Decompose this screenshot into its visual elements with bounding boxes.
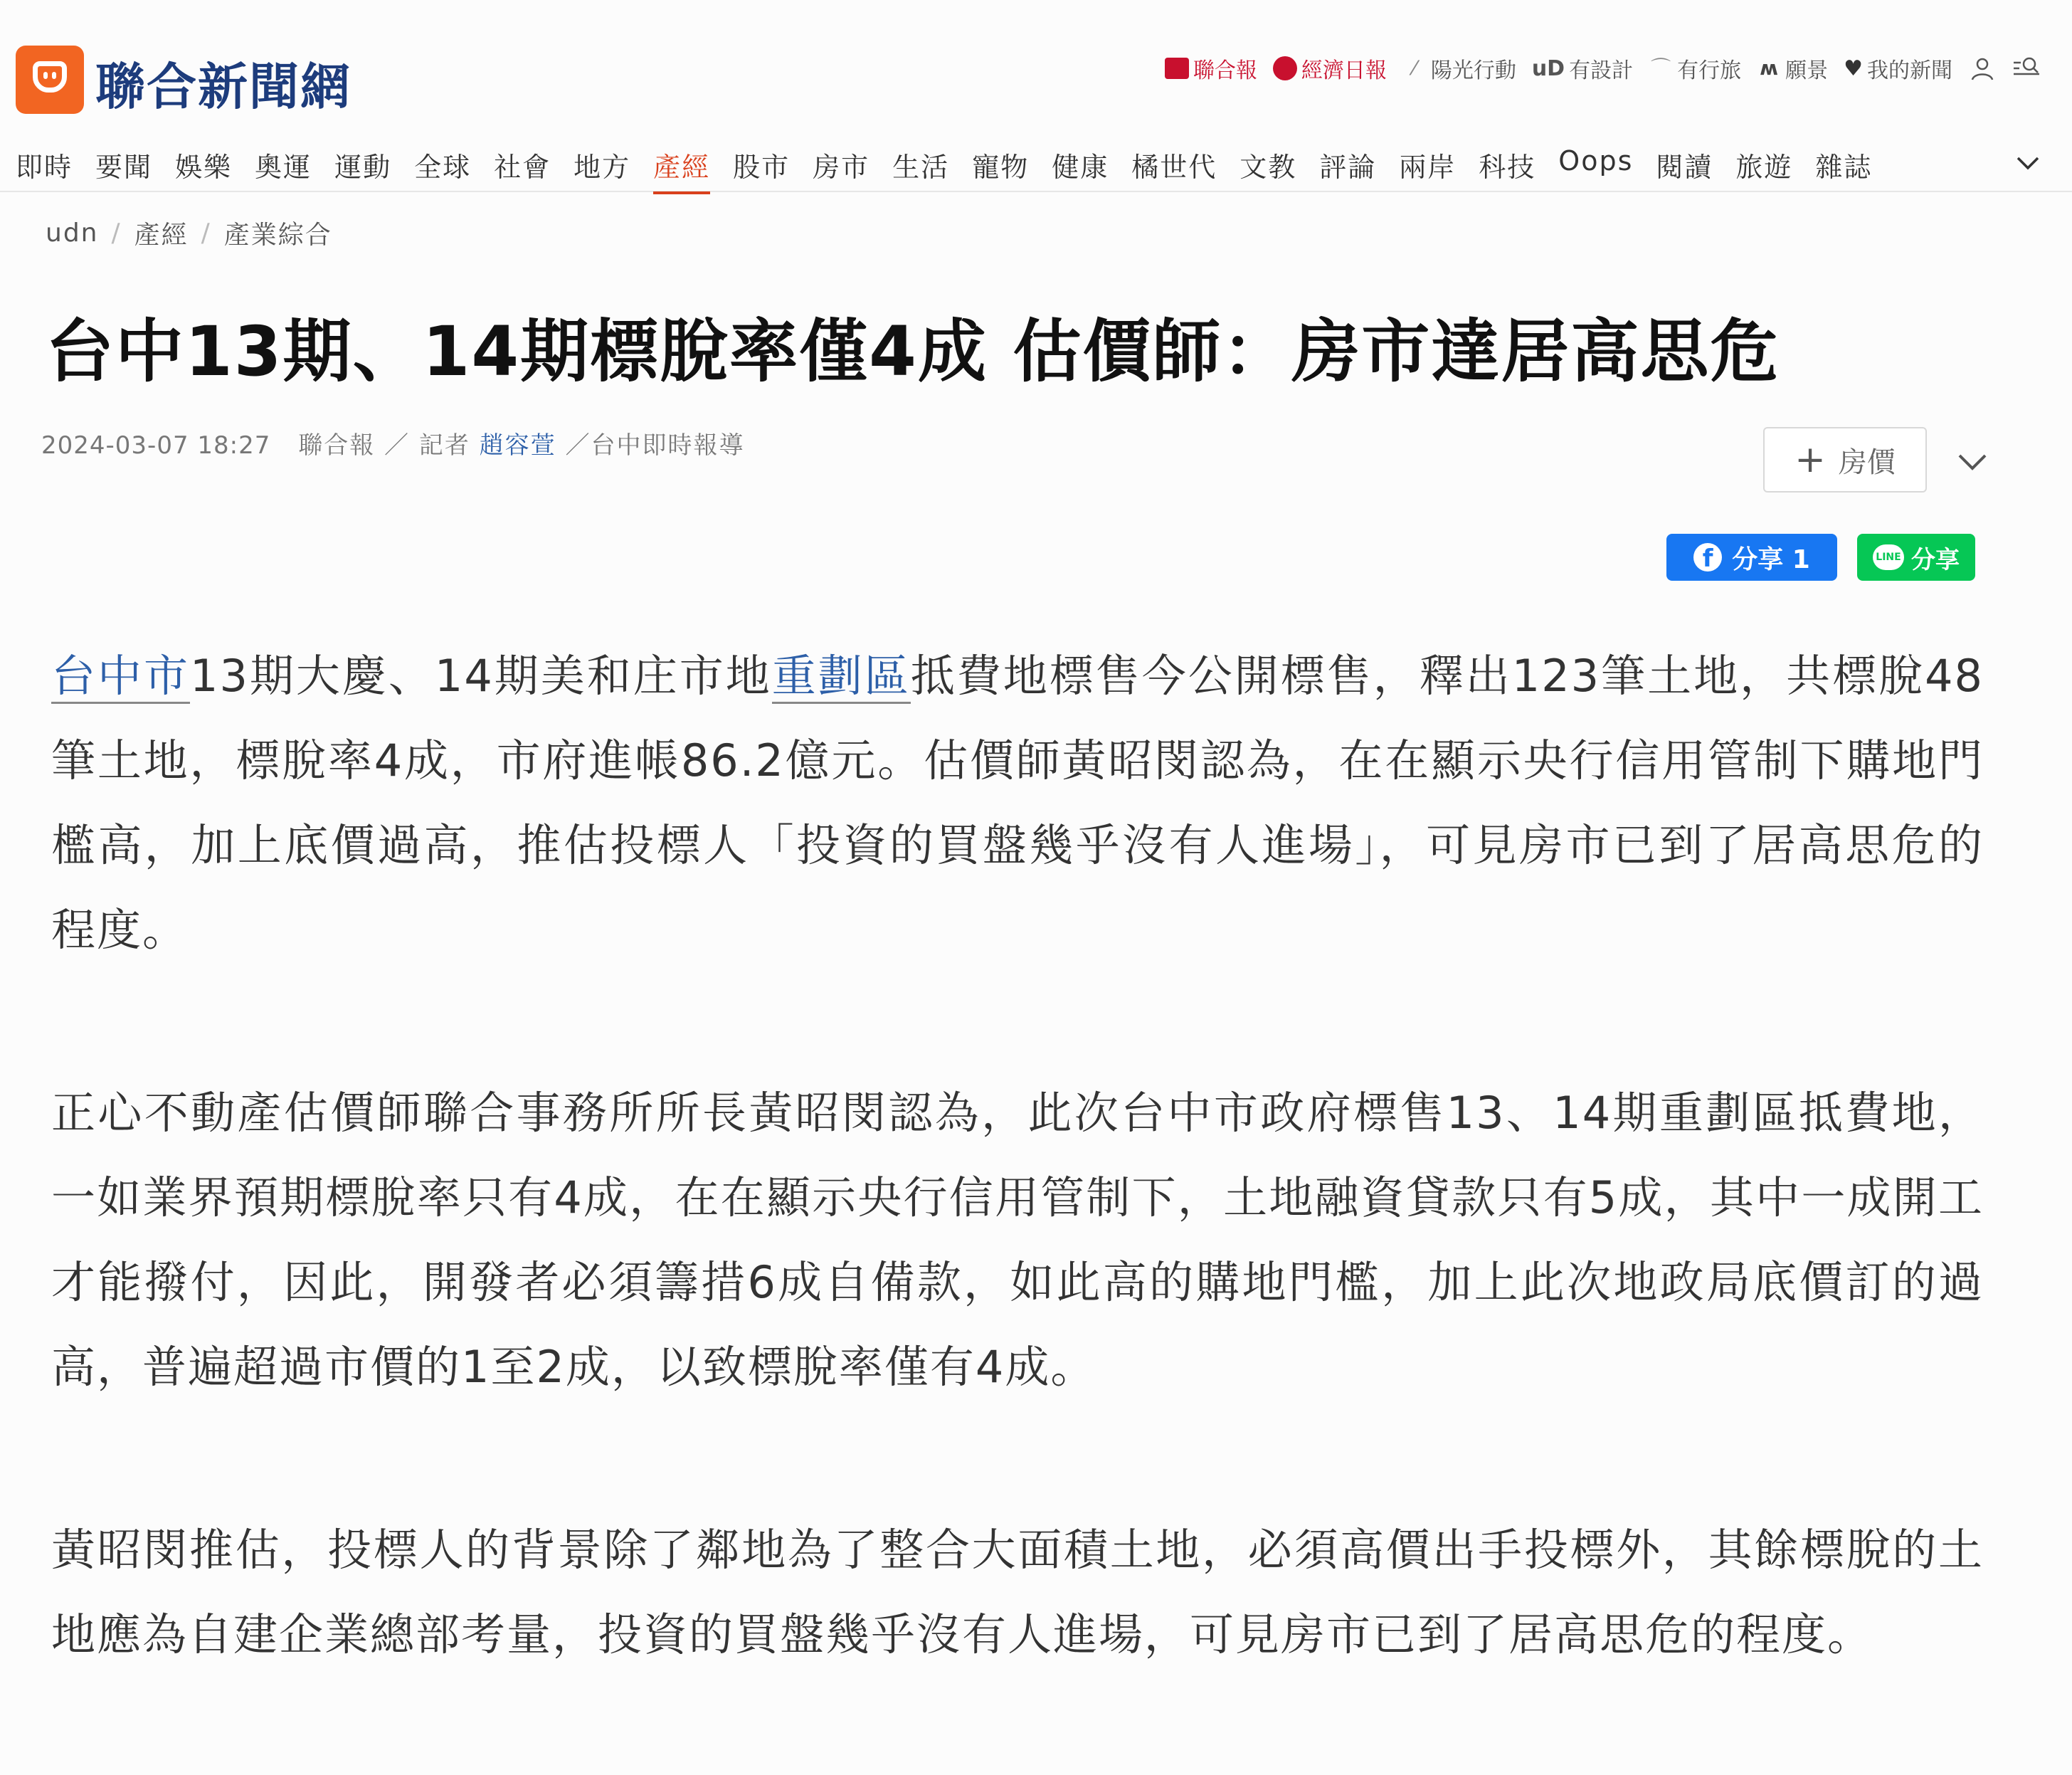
udn-daily-icon (1165, 58, 1189, 79)
top-link-economic-daily[interactable]: 經濟日報 (1273, 53, 1387, 84)
site-header (0, 0, 2072, 192)
nav-item-oops[interactable]: Oops (1558, 145, 1634, 177)
article-title: 台中13期、14期標脫率僅4成 估價師：房市達居高思危 (46, 312, 1780, 391)
economic-daily-icon (1273, 56, 1297, 80)
follow-tag-button[interactable] (1763, 427, 1927, 493)
facebook-share-button[interactable] (1666, 534, 1837, 581)
user-icon[interactable] (1968, 54, 1997, 83)
nav-item-sports[interactable]: 運動 (334, 152, 392, 183)
redevelopment-zone-link[interactable]: 重劃區 (772, 650, 911, 704)
article-paragraph: 正心不動產估價師聯合事務所所長黃昭閔認為，此次台中市政府標售13、14期重劃區抵費地，一如業界預期標脫率只有4成，在在顯示央行信用管制下，土地融資貸款只有5成，其中一成開工才能撥付，因此，開發者必須籌措6成自備款，如此高的購地門檻，加上此次地政局底價訂的過高，普遍超過市價的1至2成，以致標脫率僅有4成。 (51, 1087, 1984, 1393)
nav-item-orange-generation[interactable]: 橘世代 (1131, 152, 1217, 183)
nav-item-pets[interactable]: 寵物 (972, 152, 1030, 183)
travel-icon: ⌒ (1651, 56, 1671, 80)
breadcrumb-industry[interactable]: 產業綜合 (223, 221, 332, 250)
article-body (51, 633, 1984, 1775)
nav-item-opinion[interactable]: 評論 (1319, 152, 1377, 183)
article-location: ／台中即時報導 (565, 431, 745, 460)
tag-label: 房價 (1838, 446, 1896, 479)
line-share-label: 分享 (1911, 545, 1960, 574)
taichung-link[interactable]: 台中市 (51, 650, 190, 704)
nav-item-magazine[interactable]: 雜誌 (1815, 152, 1873, 183)
nav-item-stocks[interactable]: 股市 (733, 152, 791, 183)
tags-chevron-down-icon[interactable] (1955, 451, 1989, 474)
article-date: 2024-03-07 18:27 (41, 431, 271, 460)
heart-icon: ♥ (1844, 56, 1863, 81)
nav-item-life[interactable]: 生活 (892, 152, 950, 183)
breadcrumb (46, 215, 332, 251)
vision-icon: ʍ (1760, 56, 1779, 80)
udn-logo-icon[interactable] (16, 46, 84, 114)
nav-item-health[interactable]: 健康 (1052, 152, 1109, 183)
top-link-ud-design[interactable]: uD 有設計 (1531, 56, 1634, 83)
facebook-icon: f (1693, 543, 1722, 572)
nav-item-cross-strait[interactable]: 兩岸 (1399, 152, 1457, 183)
article-paragraph: 台中市13期大慶、14期美和庄市地重劃區抵費地標售今公開標售，釋出123筆土地，共標脫48筆土地，標脫率4成，市府進帳86.2億元。估價師黃昭閔認為，在在顯示央行信用管制下購地門檻高，加上底價過高，推估投標人「投資的買盤幾乎沒有人進場」，可見房市已到了居高思危的程度。 (51, 650, 1984, 956)
breadcrumb-business[interactable]: 產經 (134, 221, 189, 250)
top-link-vision[interactable]: ʍ 願景 (1757, 53, 1828, 84)
chevron-down-icon[interactable] (2014, 152, 2042, 174)
top-links (1165, 53, 2041, 84)
nav-item-travel[interactable]: 旅遊 (1735, 152, 1793, 183)
nav-item-society[interactable]: 社會 (494, 152, 551, 183)
reporter-link[interactable]: 趙容萱 (479, 431, 556, 460)
top-link-travel[interactable]: ⌒ 有行旅 (1649, 53, 1741, 84)
nav-item-entertainment[interactable]: 娛樂 (175, 152, 233, 183)
reporter-prefix: ／ 記者 (384, 431, 470, 460)
top-link-my-news[interactable]: ♥ 我的新聞 (1844, 56, 1952, 83)
line-share-button[interactable] (1857, 534, 1975, 581)
sunshine-icon: ⁄ (1412, 56, 1417, 80)
article-meta (41, 426, 744, 460)
nav-item-instant[interactable]: 即時 (16, 152, 73, 183)
nav-item-local[interactable]: 地方 (574, 152, 631, 183)
nav-item-reading[interactable]: 閱讀 (1656, 152, 1713, 183)
line-icon: LINE (1873, 544, 1904, 570)
article-paragraph: 黃昭閔推估，投標人的背景除了鄰地為了整合大面積土地，必須高價出手投標外，其餘標脫的土地應為自建企業總部考量，投資的買盤幾乎沒有人進場，可見房市已到了居高思危的程度。 (51, 1524, 1984, 1660)
ud-design-icon: uD (1531, 56, 1565, 81)
facebook-share-label: 分享 1 (1732, 544, 1810, 574)
plus-icon: + (1794, 438, 1826, 481)
article-source: 聯合報 (298, 431, 376, 460)
nav-item-global[interactable]: 全球 (414, 152, 472, 183)
nav-item-tech[interactable]: 科技 (1479, 152, 1536, 183)
breadcrumb-separator: / (201, 218, 211, 248)
top-link-sunshine[interactable]: ⁄ 陽光行動 (1402, 53, 1516, 84)
search-icon[interactable] (2012, 54, 2041, 83)
nav-item-headlines[interactable]: 要聞 (95, 152, 153, 183)
top-link-udn-daily[interactable]: 聯合報 (1165, 53, 1257, 84)
breadcrumb-home[interactable]: udn (46, 218, 99, 248)
nav-item-olympics[interactable]: 奧運 (255, 152, 312, 183)
main-nav (16, 145, 1895, 194)
nav-item-housing[interactable]: 房市 (813, 152, 870, 183)
nav-item-business[interactable]: 產經 (653, 145, 710, 194)
breadcrumb-separator: / (111, 218, 122, 248)
nav-item-education[interactable]: 文教 (1240, 152, 1297, 183)
site-brand[interactable]: 聯合新聞網 (95, 58, 352, 116)
